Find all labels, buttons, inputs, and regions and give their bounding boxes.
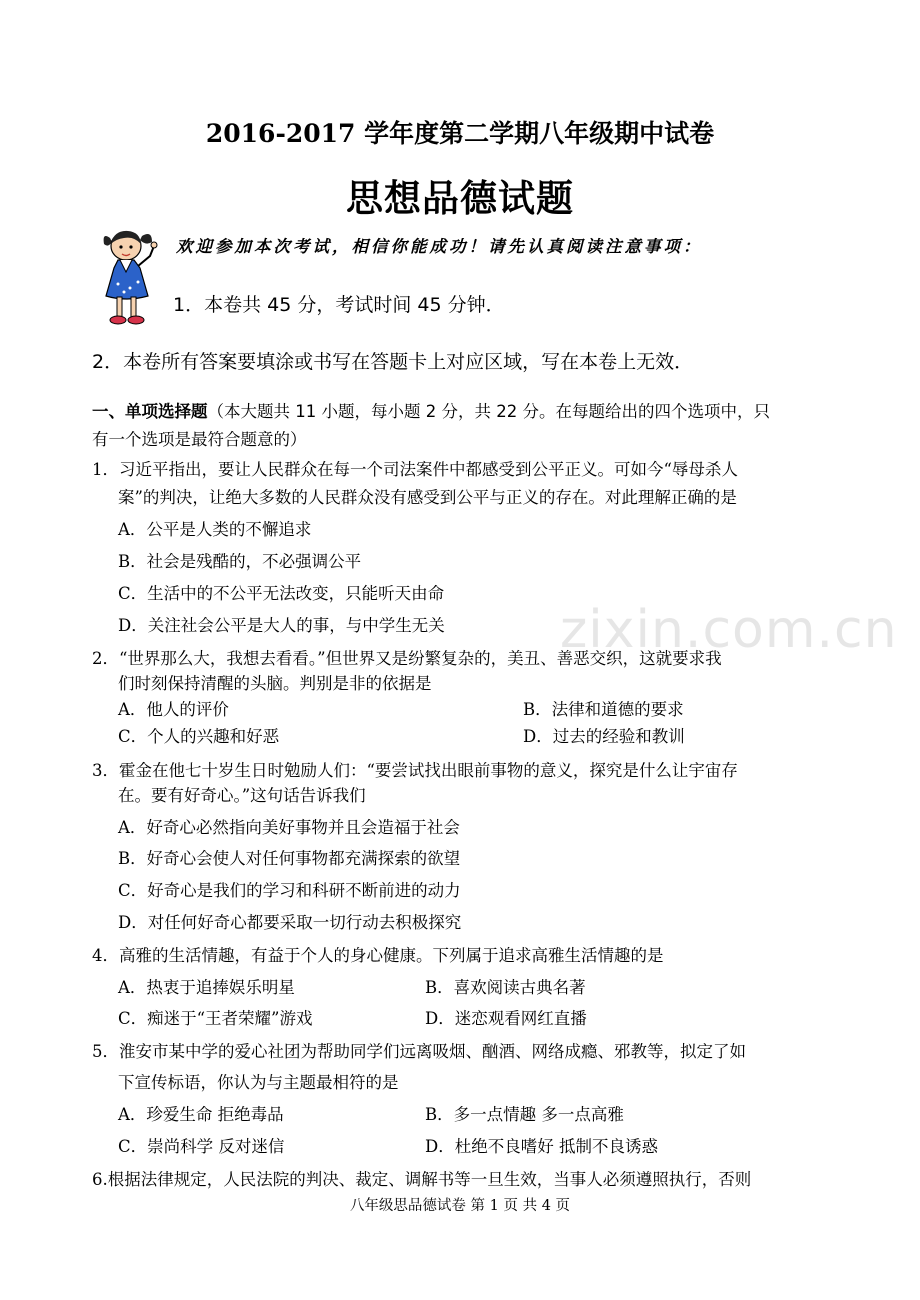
section-desc-line1: （本大题共 11 小题，每小题 2 分，共 22 分。在每题给出的四个选项中，只 bbox=[207, 402, 770, 421]
section-title: 一、单项选择题 bbox=[92, 402, 208, 421]
question-1-option-c: C．生活中的不公平无法改变，只能听天由命 bbox=[118, 584, 445, 603]
question-2-option-c: C．个人的兴趣和好恶 bbox=[118, 727, 280, 746]
question-3-option-a: A．好奇心必然指向美好事物并且会造福于社会 bbox=[118, 818, 460, 837]
question-4-option-c: C．痴迷于“王者荣耀”游戏 bbox=[118, 1009, 313, 1028]
question-4-stem-line1: 4．高雅的生活情趣，有益于个人的身心健康。下列属于追求高雅生活情趣的是 bbox=[92, 946, 664, 965]
page-footer: 八年级思品德试卷 第 1 页 共 4 页 bbox=[349, 1198, 571, 1214]
question-1-option-b: B．社会是残酷的，不必强调公平 bbox=[118, 552, 362, 571]
question-2-stem-line1: 2．“世界那么大，我想去看看。”但世界又是纷繁复杂的，美丑、善恶交织，这就要求我 bbox=[92, 649, 722, 668]
question-3-option-d: D．对任何好奇心都要采取一切行动去积极探究 bbox=[118, 913, 462, 932]
question-4-option-a: A．热衷于追捧娱乐明星 bbox=[118, 978, 295, 997]
question-1-option-a: A．公平是人类的不懈追求 bbox=[118, 520, 312, 539]
question-2-stem-line2: 们时刻保持清醒的头脑。判别是非的依据是 bbox=[118, 674, 432, 693]
question-4-option-b: B．喜欢阅读古典名著 bbox=[425, 978, 586, 997]
exam-title: 2016-2017 学年度第二学期八年级期中试卷 bbox=[205, 119, 715, 148]
question-3-option-c: C．好奇心是我们的学习和科研不断前进的动力 bbox=[118, 881, 461, 900]
question-2-option-a: A．他人的评价 bbox=[118, 700, 229, 719]
watermark: zixin.com.cn bbox=[560, 600, 898, 660]
question-2-option-d: D．过去的经验和教训 bbox=[523, 727, 685, 746]
question-1-stem-line2: 案”的判决，让绝大多数的人民群众没有感受到公平与正义的存在。对此理解正确的是 bbox=[118, 488, 737, 507]
question-5-option-d: D．杜绝不良嗜好 抵制不良诱惑 bbox=[425, 1137, 658, 1156]
question-5-stem-line1: 5．淮安市某中学的爱心社团为帮助同学们远离吸烟、酗酒、网络成瘾、邪教等，拟定了如 bbox=[92, 1042, 746, 1061]
question-5-option-b: B．多一点情趣 多一点高雅 bbox=[425, 1105, 624, 1124]
question-1-stem-line1: 1．习近平指出，要让人民群众在每一个司法案件中都感受到公平正义。可如今“辱母杀人 bbox=[92, 460, 738, 479]
question-5-option-c: C．崇尚科学 反对迷信 bbox=[118, 1137, 285, 1156]
question-2-option-b: B．法律和道德的要求 bbox=[523, 700, 684, 719]
question-3-stem-line2: 在。要有好奇心。”这句话告诉我们 bbox=[118, 786, 366, 805]
cartoon-girl-illustration bbox=[100, 226, 162, 328]
question-6-stem-line1: 6.根据法律规定，人民法院的判决、裁定、调解书等一旦生效，当事人必须遵照执行，否则 bbox=[92, 1170, 752, 1189]
question-3-option-b: B．好奇心会使人对任何事物都充满探索的欲望 bbox=[118, 849, 461, 868]
question-3-stem-line1: 3．霍金在他七十岁生日时勉励人们：“要尝试找出眼前事物的意义，探究是什么让宇宙存 bbox=[92, 761, 738, 780]
question-5-option-a: A．珍爱生命 拒绝毒品 bbox=[118, 1105, 284, 1124]
question-1-option-d: D．关注社会公平是大人的事，与中学生无关 bbox=[118, 616, 445, 635]
welcome-text: 欢迎参加本次考试，相信你能成功！请先认真阅读注意事项： bbox=[176, 237, 703, 256]
notice-item-2: 2．本卷所有答案要填涂或书写在答题卡上对应区域，写在本卷上无效． bbox=[92, 351, 694, 373]
section-desc-line2: 有一个选项是最符合题意的） bbox=[92, 430, 307, 449]
section-heading bbox=[92, 398, 770, 422]
subject-title: 思想品德试题 bbox=[346, 177, 574, 220]
notice-item-1: 1．本卷共 45 分，考试时间 45 分钟． bbox=[173, 294, 505, 316]
question-4-option-d: D．迷恋观看网红直播 bbox=[425, 1009, 587, 1028]
question-5-stem-line2: 下宣传标语，你认为与主题最相符的是 bbox=[118, 1073, 399, 1092]
